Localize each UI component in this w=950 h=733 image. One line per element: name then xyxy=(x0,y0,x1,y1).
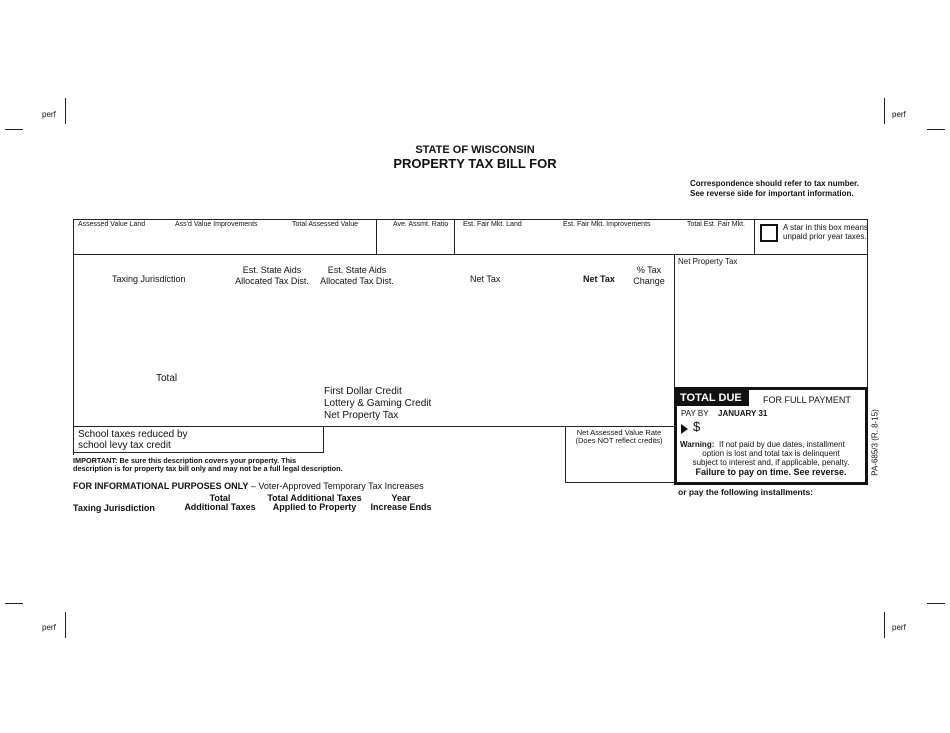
perf-label: perf xyxy=(42,110,56,119)
info-col-year-line1: Year xyxy=(391,493,411,503)
unpaid-prior-year-checkbox[interactable] xyxy=(760,224,778,242)
lottery-credit-label: Lottery & Gaming Credit xyxy=(324,398,432,409)
page-title: PROPERTY TAX BILL FOR xyxy=(393,156,557,171)
info-col-total xyxy=(180,494,260,512)
net-assessed-rate-line2: (Does NOT reflect credits) xyxy=(575,436,663,445)
arrow-right-icon xyxy=(681,424,688,434)
taxing-jurisdiction-header: Taxing Jurisdiction xyxy=(112,274,186,284)
net-property-tax-label: Net Property Tax xyxy=(324,410,399,421)
warning-line1: If not paid by due dates, installment xyxy=(719,440,845,449)
star-note-line2: unpaid prior year taxes. xyxy=(783,232,867,241)
total-assessed-label: Total Assessed Value xyxy=(292,221,359,228)
pct-tax-line1: % Tax xyxy=(636,265,662,275)
perf-label: perf xyxy=(892,110,906,119)
net-assessed-rate-line1: Net Assessed Value Rate xyxy=(576,428,662,437)
school-taxes-line2: school levy tax credit xyxy=(78,440,171,451)
informational-heading xyxy=(73,481,424,491)
info-col-applied xyxy=(262,494,367,512)
assessed-land-label: Assessed Value Land xyxy=(78,221,146,228)
info-col-total-line1: Total xyxy=(209,493,231,503)
important-line1: IMPORTANT: Be sure this description covers your property. This xyxy=(73,456,297,465)
informational-heading-bold: FOR INFORMATIONAL PURPOSES ONLY xyxy=(73,481,249,491)
state-aids-header xyxy=(232,265,312,287)
failure-notice: Failure to pay on time. See reverse. xyxy=(695,467,847,477)
perf-label: perf xyxy=(892,623,906,632)
state-aids-line1: Est. State Aids xyxy=(242,265,302,275)
pct-tax-line2: Change xyxy=(633,276,665,286)
state-aids-line1: Est. State Aids xyxy=(327,265,387,275)
net-tax-header: Net Tax xyxy=(470,274,501,284)
pay-by-label: PAY BY xyxy=(681,409,709,418)
star-note-line1: A star in this box means xyxy=(783,223,868,232)
warning-line2: option is lost and total tax is delinquent xyxy=(702,449,840,458)
info-col-applied-line2: Applied to Property xyxy=(272,502,357,512)
state-aids-header-2 xyxy=(317,265,397,287)
state-heading: STATE OF WISCONSIN xyxy=(415,144,535,156)
informational-heading-rest: – Voter-Approved Temporary Tax Increases xyxy=(250,481,424,491)
ratio-label: Ave. Assmt. Ratio xyxy=(393,221,449,228)
total-due-heading: TOTAL DUE xyxy=(677,390,749,406)
form-number: PA-685/3 (R. 8-15) xyxy=(870,409,880,476)
correspondence-note: Correspondence should refer to tax number. xyxy=(690,179,859,188)
first-dollar-credit-label: First Dollar Credit xyxy=(324,386,402,397)
fair-improvements-label: Est. Fair Mkt. Improvements xyxy=(563,221,651,228)
side-net-property-tax-label: Net Property Tax xyxy=(678,257,738,266)
full-payment-label: FOR FULL PAYMENT xyxy=(763,395,851,405)
total-fair-label: Total Est. Fair Mkt. xyxy=(687,221,745,228)
warning-line3: subject to interest and, if applicable, penalty. xyxy=(692,458,850,467)
info-col-total-line2: Additional Taxes xyxy=(184,502,256,512)
fair-land-label: Est. Fair Mkt. Land xyxy=(463,221,522,228)
info-col-year-line2: Increase Ends xyxy=(370,502,432,512)
important-line2: description is for property tax bill only and may not be a full legal description. xyxy=(73,464,343,473)
amount-dollar: $ xyxy=(693,419,701,434)
assd-improvements-label: Ass'd Value Improvements xyxy=(175,221,258,228)
total-due-box xyxy=(674,387,868,485)
installments-label: or pay the following installments: xyxy=(678,487,814,497)
total-label: Total xyxy=(156,373,178,384)
info-col-jurisdiction: Taxing Jurisdiction xyxy=(73,503,155,513)
info-col-year xyxy=(368,494,434,512)
warning-label: Warning: xyxy=(680,440,715,449)
state-aids-line2: Allocated Tax Dist. xyxy=(235,276,309,286)
pct-tax-change-header xyxy=(630,265,668,287)
info-col-applied-line1: Total Additional Taxes xyxy=(267,493,362,503)
perf-label: perf xyxy=(42,623,56,632)
state-aids-line2: Allocated Tax Dist. xyxy=(320,276,394,286)
net-tax-header-bold: Net Tax xyxy=(583,274,615,284)
school-taxes-line1: School taxes reduced by xyxy=(78,429,188,440)
reverse-note: See reverse side for important information. xyxy=(690,189,854,198)
due-date: JANUARY 31 xyxy=(718,409,768,418)
